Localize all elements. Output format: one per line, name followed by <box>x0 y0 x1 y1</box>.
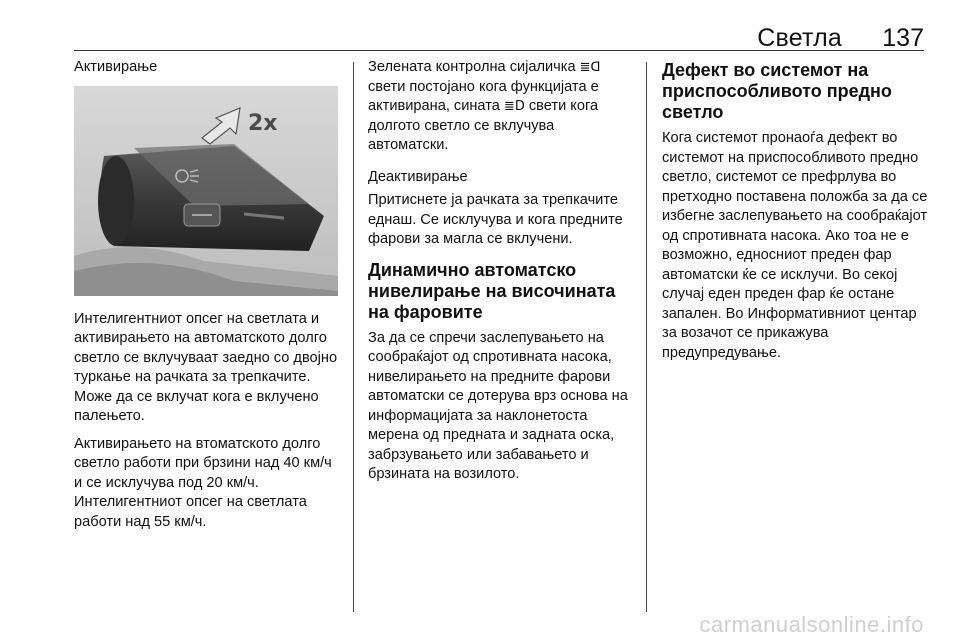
indicator-text-c: свети кога долгото светло се вклучува автоматски. <box>368 98 599 153</box>
fault-paragraph: Кога системот пронаоѓа дефект во системот на приспособливото предно светло, системот се префрлува во претходно поставена положба за да се избегне заслепувањето на сообраќајот од спротивната насока. Ако тоа не е возможно, едносниот преден фар автоматски ќе се исклучи. Во секој случај еден преден фар ќе остане запален. Во Информативниот центар за возачот се прикажува предупредување. <box>662 130 928 361</box>
column-2 <box>368 58 636 493</box>
column-divider-1 <box>353 62 354 612</box>
press-twice-label: 2x <box>248 110 278 136</box>
deactivation-paragraph: Притиснете ја рачката за трепкачите еднаш. Се исклучува и кога предните фарови за магла се вклучени. <box>368 192 623 247</box>
column-divider-2 <box>646 62 647 612</box>
indicator-text-a: Зелената контролна сијаличка <box>368 59 580 75</box>
dynamic-leveling-paragraph: За да се спречи заслепувањето на сообраќајот од спротивната насока, нивелирањето на предните фарови автоматски се дотерува врз основа на информацијата за наклонетоста мерена од предната и задната оска, забрзувањето или забавањето и брзината на возилото. <box>368 329 628 482</box>
activation-paragraph-1: Интелигентниот опсег на светлата и активирањето на автоматското долго светло се вклучуваат заедно со двојно туркање на рачката за трепкачите. Може да се вклучат кога е вклучено палењето. <box>74 310 338 424</box>
column-3 <box>662 58 928 371</box>
green-high-beam-indicator-icon: ≣ᗡ <box>579 60 601 75</box>
lever-illustration <box>74 86 338 296</box>
indicator-text-b: свети постојано кога функцијата е активирана, сината <box>368 78 599 114</box>
deactivation-heading: Деактивирање <box>368 168 468 185</box>
activation-paragraph-2: Активирањето на втоматското долго светло работи при брзини над 40 км/ч и се исклучува под 20 км/ч. Интелигентниот опсег на светлата работи над 55 км/ч. <box>74 435 332 530</box>
dynamic-leveling-heading: Динамично автоматско нивелирање на височината на фаровите <box>368 259 616 322</box>
page-number: 137 <box>882 24 924 52</box>
watermark: carmanualsonline.info <box>699 612 924 637</box>
blue-high-beam-indicator-icon: ≣D <box>503 99 525 114</box>
section-title: Светла <box>757 24 842 52</box>
activation-heading: Активирање <box>74 59 158 75</box>
column-1 <box>74 58 342 540</box>
control-indicator-paragraph <box>368 58 636 156</box>
header-rule <box>74 50 924 51</box>
fault-heading: Дефект во системот на приспособливото предно светло <box>662 60 892 122</box>
